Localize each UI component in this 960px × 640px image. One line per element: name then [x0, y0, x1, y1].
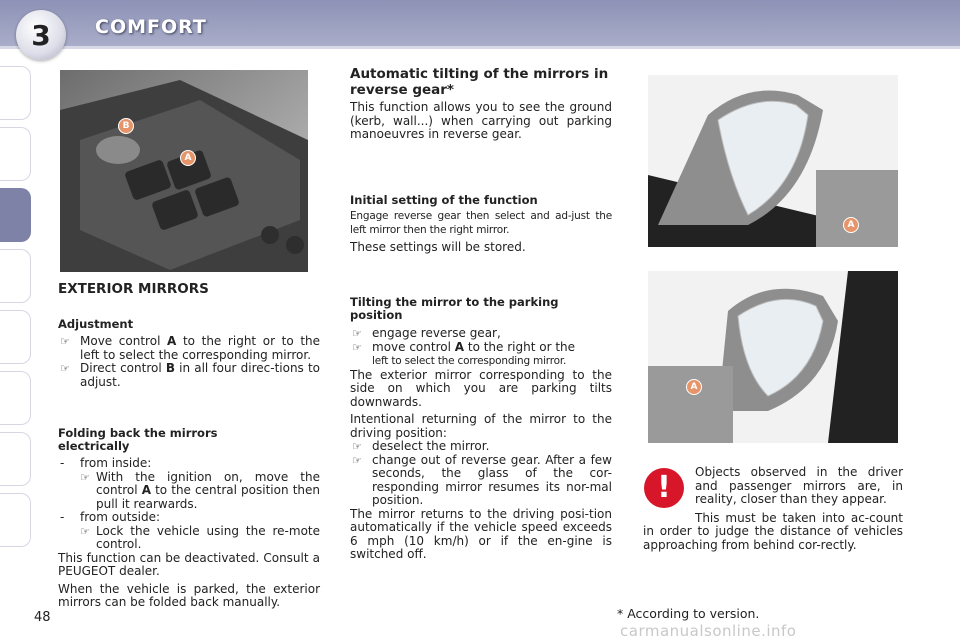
side-tab-3-active[interactable] [0, 188, 31, 242]
door-control-illustration [60, 70, 308, 272]
initial-setting-title: Initial setting of the function [350, 193, 538, 207]
side-tab-7[interactable] [0, 432, 31, 486]
page-number: 48 [34, 610, 51, 625]
callout-a-photo-2: A [686, 379, 702, 395]
footnote: * According to version. [617, 606, 760, 621]
header-rule [0, 46, 960, 49]
adjustment-title: Adjustment [58, 317, 134, 331]
folding-body [58, 457, 320, 610]
initial-setting-text: Engage reverse gear then select and ad-just the left mirror then the right mirror. [350, 210, 612, 236]
tilting-parking-title: Tilting the mirror to the parking position [350, 295, 559, 322]
folding-title: Folding back the mirrors electrically [58, 426, 218, 453]
exclamation-warning-icon: ! [644, 468, 684, 508]
mirror-photo-bottom [648, 271, 898, 443]
adjustment-list [58, 335, 320, 389]
folding-manual-note: When the vehicle is parked, the exterior mirrors can be folded back manually. [58, 581, 320, 609]
door-control-photo [60, 70, 308, 272]
adjustment-item: ☞ Move control A to the right or to the left to select the corresponding mirror. [58, 335, 320, 362]
tilting-title: Automatic tilting of the mirrors in reverse gear* [350, 66, 609, 98]
return-intro: Intentional returning of the mirror to the driving position: [350, 412, 612, 440]
settings-stored-text: These settings will be stored. [350, 240, 526, 254]
side-tab-4[interactable] [0, 249, 31, 303]
warning-text [643, 466, 903, 552]
adjustment-item: ☞ Direct control B in all four direc-tions to adjust. [58, 362, 320, 389]
tilt-step: ☞ engage reverse gear, [350, 327, 612, 341]
tilting-intro: This function allows you to see the ground (kerb, wall...) when carrying out parking manoeuvres in reverse gear. [350, 100, 612, 141]
side-tab-6[interactable] [0, 371, 31, 425]
callout-a: A [180, 150, 196, 166]
return-step: ☞ deselect the mirror. [350, 440, 612, 454]
folding-inside-step: ☞ With the ignition on, move the control A to the central position then pull it rearwards. [58, 471, 320, 512]
callout-a-photo-1: A [843, 217, 859, 233]
tilting-parking-body [350, 327, 612, 562]
side-tab-2[interactable] [0, 127, 31, 181]
callout-b: B [118, 118, 134, 134]
chapter-side-tabs [0, 66, 34, 554]
mirror-illustration-top [648, 75, 898, 247]
mirror-illustration-bottom [648, 271, 898, 443]
return-step: ☞ change out of reverse gear. After a few seconds, the glass of the cor-responding mirror resumes its nor-mal position. [350, 454, 612, 508]
side-tab-8[interactable] [0, 493, 31, 547]
warning-paragraph-2: This must be taken into ac-count in order to judge the distance of vehicles approaching from behind cor-rectly. [643, 510, 903, 552]
mirror-photo-top [648, 75, 898, 247]
tilt-step: ☞ move control A to the right or the left to select the corresponding mirror. [350, 341, 612, 369]
warning-paragraph-1: Objects observed in the driver and passenger mirrors are, in reality, closer than they appear. [695, 465, 903, 506]
folding-outside-label: - from outside: [58, 511, 320, 525]
folding-inside-label: - from inside: [58, 457, 320, 471]
watermark: carmanualsonline.info [620, 622, 797, 640]
tilt-result: The exterior mirror corresponding to the side on which you are parking tilts downwards. [350, 367, 612, 409]
folding-outside-step: ☞ Lock the vehicle using the re-mote control. [58, 525, 320, 552]
chapter-number-badge: 3 [16, 10, 66, 60]
section-title: EXTERIOR MIRRORS [58, 281, 209, 297]
chapter-title: COMFORT [95, 16, 207, 38]
side-tab-5[interactable] [0, 310, 31, 364]
folding-deactivate-note: This function can be deactivated. Consult a PEUGEOT dealer. [58, 550, 320, 578]
side-tab-1[interactable] [0, 66, 31, 120]
auto-return-text: The mirror returns to the driving posi-tion automatically if the vehicle speed exceeds 6 mph (10 km/h) or if the en-gine is switched off. [350, 506, 612, 561]
